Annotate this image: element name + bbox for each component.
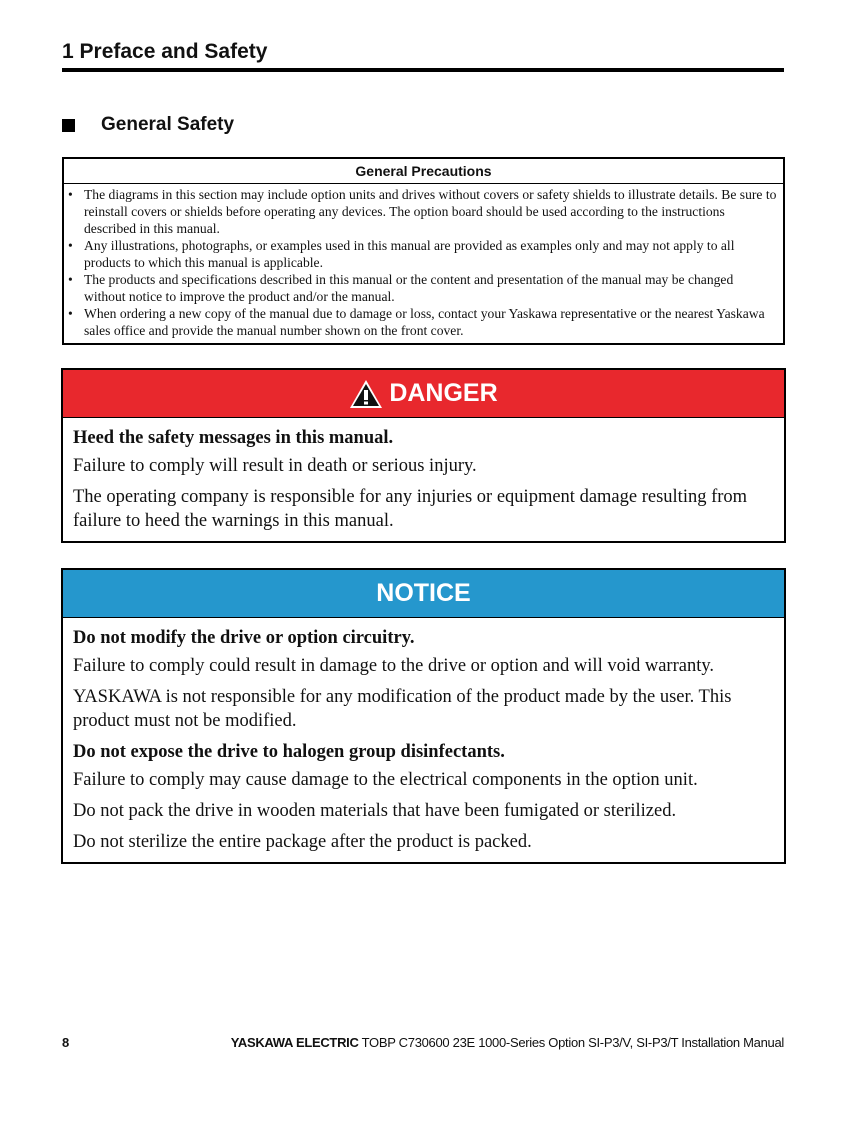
bullet-icon: • [68,272,73,287]
footer-brand: YASKAWA ELECTRIC [230,1035,359,1050]
notice-text: Failure to comply may cause damage to the electrical components in the option unit. [73,770,698,790]
danger-label: DANGER [389,379,498,407]
danger-text: Failure to comply will result in death or serious injury. [73,456,477,476]
bullet-icon: • [68,306,73,321]
page-number: 8 [62,1035,69,1050]
precautions-title: General Precautions [64,159,783,184]
notice-heading: Do not expose the drive to halogen group disinfectants. [73,742,505,762]
general-precautions-box [62,157,785,345]
notice-text: Do not pack the drive in wooden materials that have been fumigated or sterilized. [73,801,677,821]
notice-label: NOTICE [376,579,471,607]
list-item: • The diagrams in this section may include option units and drives without covers or safety shields to illustrate details. Be sure to reinstall covers or shields before operating any devices. The option board should be used according to the instructions described in this manual. [68,187,777,236]
notice-body [63,618,784,862]
section-square-icon [62,119,75,132]
chapter-rule [62,68,784,72]
list-item: • When ordering a new copy of the manual due to damage or loss, contact your Yaskawa representative or the nearest Yaskawa sales office and provide the manual number shown on the front cover. [68,306,765,338]
notice-heading: Do not modify the drive or option circuitry. [73,628,415,648]
footer-manual-title [231,1035,784,1050]
warning-triangle-icon [349,379,383,409]
danger-text: The operating company is responsible for any injuries or equipment damage resulting from failure to heed the warnings in this manual. [73,487,748,531]
notice-text: Do not sterilize the entire package after the product is packed. [73,832,532,852]
precautions-list [64,184,783,343]
bullet-icon: • [68,238,73,253]
danger-header [63,370,784,418]
danger-heading: Heed the safety messages in this manual. [73,428,394,448]
page-footer [62,1035,784,1050]
section-heading [62,114,234,136]
list-item: • Any illustrations, photographs, or examples used in this manual are provided as examples only and may not apply to all products to which this manual is applicable. [68,238,735,270]
notice-text: YASKAWA is not responsible for any modification of the product made by the user. This product must not be modified. [73,687,732,731]
notice-box [61,568,786,864]
chapter-title: 1 Preface and Safety [62,40,268,63]
footer-manual: TOBP C730600 23E 1000-Series Option SI-P3/V, SI-P3/T Installation Manual [358,1035,784,1050]
notice-text: Failure to comply could result in damage to the drive or option and will void warranty. [73,656,715,676]
notice-header [63,570,784,618]
danger-box [61,368,786,543]
section-heading-text: General Safety [101,114,235,135]
bullet-icon: • [68,187,73,202]
list-item: • The products and specifications described in this manual or the content and presentation of the manual may be changed without notice to improve the product and/or the manual. [68,272,734,304]
danger-body [63,418,784,541]
